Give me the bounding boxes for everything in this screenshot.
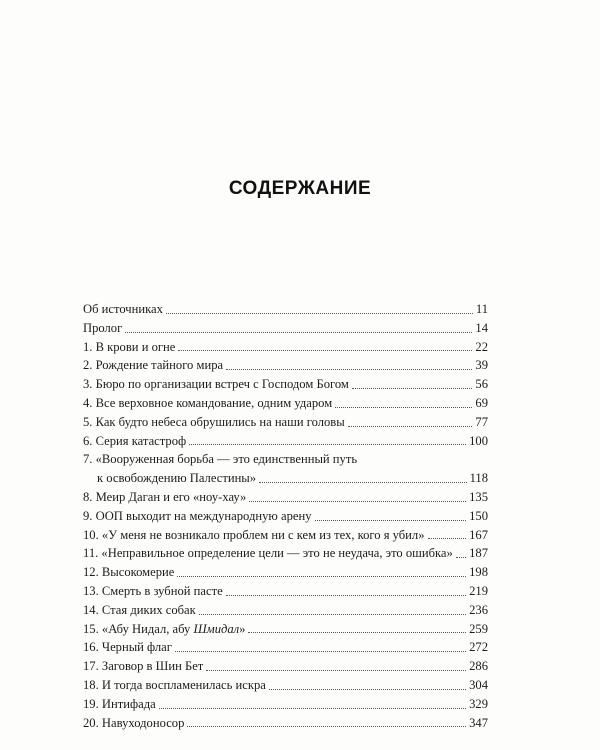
toc-page-number: 187: [469, 546, 488, 561]
toc-entry-label: 13. Смерть в зубной пасте: [83, 583, 223, 598]
toc-page-number: 22: [475, 339, 488, 354]
toc-entry-label: 11. «Неправильное определение цели — это не неудача, это ошибка»: [83, 546, 453, 561]
toc-entry-label-line2: к освобождению Палестины»: [97, 471, 257, 486]
table-of-contents: [83, 300, 488, 732]
toc-entry: [83, 695, 488, 714]
toc-entry-label: 12. Высокомерие: [83, 565, 175, 580]
toc-entry-label: 4. Все верховное командование, одним ударом: [83, 395, 333, 410]
toc-entry-label-italic: Шмидал: [193, 621, 240, 636]
toc-entry-label: 17. Заговор в Шин Бет: [83, 659, 204, 674]
toc-entry: [83, 356, 488, 375]
dot-leader: [175, 651, 466, 652]
toc-entry-label: 6. Серия катастроф: [83, 433, 187, 448]
toc-page-number: 304: [469, 677, 488, 692]
toc-page-number: 167: [469, 527, 488, 542]
toc-entry-label: Об источниках: [83, 302, 163, 316]
toc-entry: [83, 432, 488, 451]
toc-page-number: 100: [469, 433, 488, 448]
toc-page-number: 198: [469, 565, 488, 580]
toc-page-number: 219: [469, 583, 488, 598]
toc-entry-label: Пролог: [83, 320, 123, 335]
toc-page-number: 236: [469, 602, 488, 617]
dot-leader: [177, 576, 466, 577]
dot-leader: [352, 388, 473, 389]
toc-page-number: 14: [475, 320, 488, 335]
toc-page-number: 329: [469, 696, 488, 711]
toc-page-number: 11: [475, 302, 488, 316]
toc-entry-label: 14. Стая диких собак: [83, 602, 196, 617]
toc-entry: [83, 582, 488, 601]
toc-entry: [83, 601, 488, 620]
toc-entry: [83, 620, 488, 639]
dot-leader: [125, 332, 472, 333]
toc-entry: [83, 544, 488, 563]
toc-page-number: 259: [469, 621, 488, 636]
toc-entry: [83, 676, 488, 695]
toc-entry-label: 10. «У меня не возникало проблем ни с кем из тех, кого я убил»: [83, 527, 425, 542]
toc-entry: [83, 657, 488, 676]
toc-entry-label-part: »: [239, 621, 246, 636]
toc-entry: [83, 338, 488, 357]
dot-leader: [315, 520, 467, 521]
dot-leader: [335, 407, 472, 408]
toc-entry-label: 9. ООП выходит на международную арену: [83, 508, 312, 523]
toc-entry-label: 20. Навуходоносор: [83, 715, 185, 730]
toc-entry-label-part: 15. «Абу Нидал, абу: [83, 621, 194, 636]
toc-page-number: 347: [469, 715, 488, 730]
dot-leader: [226, 595, 466, 596]
dot-leader: [189, 444, 466, 445]
dot-leader: [428, 538, 467, 539]
dot-leader: [259, 482, 466, 483]
dot-leader: [269, 689, 466, 690]
toc-page-number: 272: [469, 640, 488, 655]
toc-entry-label: 8. Меир Даган и его «ноу-хау»: [83, 489, 247, 504]
dot-leader: [178, 350, 472, 351]
toc-page-number: 118: [469, 471, 488, 486]
toc-entry: [83, 319, 488, 338]
toc-entry: [83, 526, 488, 545]
toc-entry-label: 18. И тогда воспламенилась искра: [83, 677, 266, 692]
toc-entry: [83, 375, 488, 394]
dot-leader: [456, 557, 466, 558]
toc-entry-label: 16. Черный флаг: [83, 640, 172, 655]
toc-entry-label: 1. В крови и огне: [83, 339, 176, 354]
toc-entry: [83, 507, 488, 526]
dot-leader: [159, 708, 466, 709]
toc-page-number: 56: [475, 377, 488, 392]
toc-page-number: 150: [469, 508, 488, 523]
toc-entry-label: [83, 620, 245, 639]
toc-page-number: 77: [475, 414, 488, 429]
dot-leader: [206, 670, 466, 671]
toc-entry-label: 2. Рождение тайного мира: [83, 358, 224, 373]
toc-entry: [83, 638, 488, 657]
toc-entry: [83, 563, 488, 582]
toc-entry-label: 5. Как будто небеса обрушились на наши головы: [83, 414, 345, 429]
toc-entry: [83, 413, 488, 432]
page-title: СОДЕРЖАНИЕ: [228, 178, 372, 199]
dot-leader: [248, 632, 466, 633]
toc-page-number: 286: [469, 659, 488, 674]
toc-entry-label: 3. Бюро по организации встреч с Господом Богом: [83, 377, 349, 392]
toc-entry-label: 7. «Вооруженная борьба — это единственный путь: [83, 452, 358, 467]
dot-leader: [348, 426, 473, 427]
toc-entry: [83, 394, 488, 413]
dot-leader: [249, 501, 466, 502]
toc-page-number: 69: [475, 395, 488, 410]
toc-entry: [83, 300, 488, 319]
toc-page-number: 39: [475, 358, 488, 373]
toc-entry-continuation: [83, 469, 488, 488]
toc-entry-label: 19. Интифада: [83, 696, 156, 711]
toc-entry: [83, 488, 488, 507]
toc-page-number: 135: [469, 489, 488, 504]
dot-leader: [187, 726, 466, 727]
toc-entry: [83, 450, 488, 469]
dot-leader: [166, 313, 473, 314]
dot-leader: [226, 369, 472, 370]
toc-entry: [83, 714, 488, 733]
dot-leader: [199, 614, 466, 615]
